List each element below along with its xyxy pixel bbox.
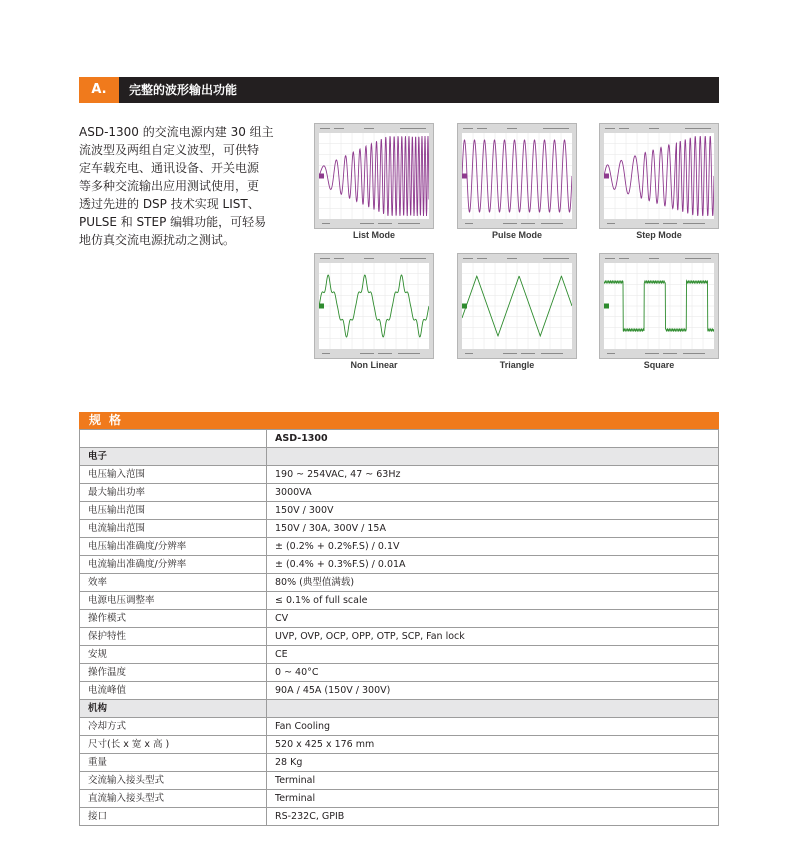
- waveform-caption: Triangle: [499, 360, 535, 370]
- spec-section-title: 规格: [89, 413, 130, 427]
- waveform-caption: Pulse Mode: [491, 230, 542, 240]
- spec-label: 接口: [80, 808, 267, 826]
- intro-line: ASD-1300 的交流电源内建 30 组主: [79, 125, 274, 139]
- spec-value: 28 Kg: [267, 754, 719, 772]
- scope-readout-bar: [603, 351, 715, 356]
- spec-label: 交流输入接头型式: [80, 772, 267, 790]
- scope-display: [319, 133, 429, 219]
- spec-value: CV: [267, 610, 719, 628]
- channel-marker-icon: [319, 174, 324, 179]
- spec-model-header: ASD-1300: [267, 430, 719, 448]
- spec-value: 150V / 30A, 300V / 15A: [267, 520, 719, 538]
- spec-table-header-row: [80, 430, 719, 448]
- spec-header-blank: [80, 430, 267, 448]
- scope-display: [604, 263, 714, 349]
- channel-marker-icon: [604, 174, 609, 179]
- spec-row: [80, 646, 719, 664]
- scope-status-bar: [603, 126, 715, 131]
- oscilloscope-screen-triangle: [457, 253, 577, 359]
- spec-label: 重量: [80, 754, 267, 772]
- scope-display: [462, 133, 572, 219]
- spec-row: [80, 466, 719, 484]
- waveform-caption: Square: [643, 360, 675, 370]
- intro-line: 定车载充电、通讯设备、开关电源: [79, 161, 260, 175]
- section-a-title: 完整的波形输出功能: [129, 83, 238, 97]
- spec-label: 安规: [80, 646, 267, 664]
- oscilloscope-screen-step: [599, 123, 719, 229]
- spec-group-name: 机构: [80, 700, 267, 718]
- spec-row: [80, 718, 719, 736]
- channel-marker-icon: [462, 304, 467, 309]
- scope-readout-bar: [603, 221, 715, 226]
- spec-value: 520 x 425 x 176 mm: [267, 736, 719, 754]
- intro-line: 等多种交流输出应用测试使用，更: [79, 179, 260, 193]
- spec-row: [80, 538, 719, 556]
- spec-value: Fan Cooling: [267, 718, 719, 736]
- spec-label: 冷却方式: [80, 718, 267, 736]
- oscilloscope-screen-square: [599, 253, 719, 359]
- spec-group-row: [80, 448, 719, 466]
- waveform-plot: [462, 263, 572, 349]
- intro-paragraph: [79, 123, 291, 249]
- spec-value: 150V / 300V: [267, 502, 719, 520]
- oscilloscope-screen-pulse: [457, 123, 577, 229]
- spec-value: Terminal: [267, 772, 719, 790]
- spec-group-filler: [267, 700, 719, 718]
- spec-label: 电流输出范围: [80, 520, 267, 538]
- spec-value: ± (0.4% + 0.3%F.S) / 0.01A: [267, 556, 719, 574]
- spec-row: [80, 664, 719, 682]
- spec-row: [80, 754, 719, 772]
- spec-label: 电压输入范围: [80, 466, 267, 484]
- section-a-header: [79, 77, 719, 103]
- channel-marker-icon: [462, 174, 467, 179]
- spec-label: 电压输出范围: [80, 502, 267, 520]
- spec-section-header: [79, 412, 719, 429]
- spec-row: [80, 502, 719, 520]
- scope-readout-bar: [461, 221, 573, 226]
- scope-status-bar: [603, 256, 715, 261]
- spec-row: [80, 736, 719, 754]
- spec-row: [80, 610, 719, 628]
- scope-status-bar: [318, 256, 430, 261]
- spec-row: [80, 520, 719, 538]
- channel-marker-icon: [604, 304, 609, 309]
- scope-readout-bar: [461, 351, 573, 356]
- spec-value: UVP, OVP, OCP, OPP, OTP, SCP, Fan lock: [267, 628, 719, 646]
- spec-value: CE: [267, 646, 719, 664]
- oscilloscope-screen-list: [314, 123, 434, 229]
- waveform-caption: Non Linear: [350, 360, 398, 370]
- waveform-caption: Step Mode: [636, 230, 682, 240]
- waveform-plot: [319, 263, 429, 349]
- section-a-tag: A.: [79, 77, 119, 103]
- spec-row: [80, 808, 719, 826]
- spec-value: 3000VA: [267, 484, 719, 502]
- spec-label: 尺寸(长 x 宽 x 高 ): [80, 736, 267, 754]
- intro-line: 地仿真交流电源扰动之测试。: [79, 233, 236, 247]
- intro-line: 透过先进的 DSP 技术实现 LIST、: [79, 197, 260, 211]
- scope-status-bar: [461, 256, 573, 261]
- spec-label: 电流峰值: [80, 682, 267, 700]
- spec-row: [80, 592, 719, 610]
- spec-label: 操作温度: [80, 664, 267, 682]
- scope-status-bar: [461, 126, 573, 131]
- spec-row: [80, 682, 719, 700]
- scope-readout-bar: [318, 351, 430, 356]
- waveform-plot: [604, 133, 714, 219]
- spec-value: ≤ 0.1% of full scale: [267, 592, 719, 610]
- scope-display: [319, 263, 429, 349]
- intro-line: PULSE 和 STEP 编辑功能，可轻易: [79, 215, 267, 229]
- scope-readout-bar: [318, 221, 430, 226]
- waveform-caption: List Mode: [353, 230, 395, 240]
- scope-display: [604, 133, 714, 219]
- spec-row: [80, 790, 719, 808]
- spec-label: 直流输入接头型式: [80, 790, 267, 808]
- spec-label: 电压输出准确度/分辨率: [80, 538, 267, 556]
- channel-marker-icon: [319, 304, 324, 309]
- spec-row: [80, 772, 719, 790]
- spec-group-name: 电子: [80, 448, 267, 466]
- scope-status-bar: [318, 126, 430, 131]
- spec-label: 电源电压调整率: [80, 592, 267, 610]
- spec-value: 80% (典型值满载): [267, 574, 719, 592]
- waveform-plot: [462, 133, 572, 219]
- spec-label: 最大输出功率: [80, 484, 267, 502]
- oscilloscope-screen-nonlinear: [314, 253, 434, 359]
- spec-value: Terminal: [267, 790, 719, 808]
- spec-group-row: [80, 700, 719, 718]
- intro-line: 流波型及两组自定义波型，可供特: [79, 143, 260, 157]
- spec-row: [80, 574, 719, 592]
- waveform-plot: [604, 263, 714, 349]
- spec-value: 190 ~ 254VAC, 47 ~ 63Hz: [267, 466, 719, 484]
- spec-table: [79, 429, 719, 826]
- spec-label: 效率: [80, 574, 267, 592]
- spec-value: 90A / 45A (150V / 300V): [267, 682, 719, 700]
- spec-value: RS-232C, GPIB: [267, 808, 719, 826]
- spec-group-filler: [267, 448, 719, 466]
- spec-label: 电流输出准确度/分辨率: [80, 556, 267, 574]
- spec-row: [80, 556, 719, 574]
- spec-row: [80, 628, 719, 646]
- spec-value: 0 ~ 40°C: [267, 664, 719, 682]
- spec-value: ± (0.2% + 0.2%F.S) / 0.1V: [267, 538, 719, 556]
- waveform-plot: [319, 133, 429, 219]
- scope-display: [462, 263, 572, 349]
- spec-label: 保护特性: [80, 628, 267, 646]
- spec-row: [80, 484, 719, 502]
- spec-label: 操作模式: [80, 610, 267, 628]
